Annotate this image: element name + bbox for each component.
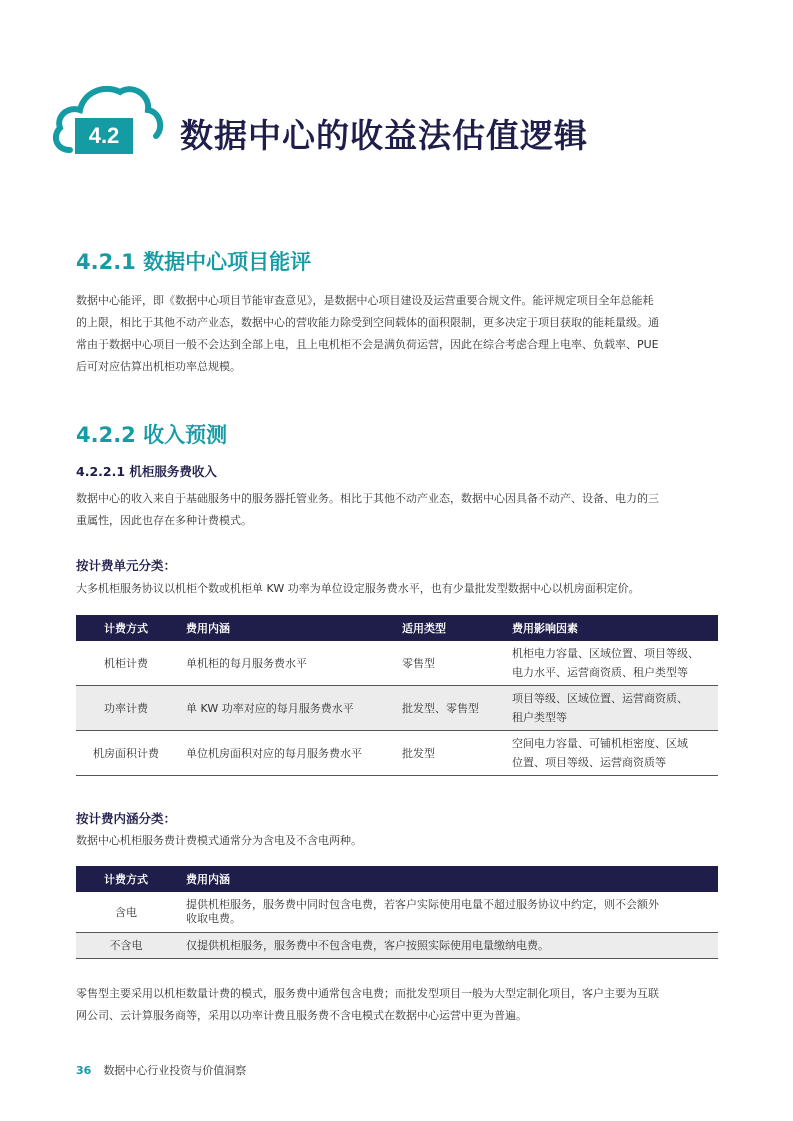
table-row <box>76 892 718 933</box>
page-footer <box>76 1062 246 1078</box>
table-cell: 功率计费 <box>76 686 176 731</box>
text-line: 常由于数据中心项目一般不会达到全部上电，且上电机柜不会是满负荷运营，因此在综合考虑合理上电率、负载率、PUE <box>76 338 659 351</box>
unit-classification-desc: 大多机柜服务协议以机柜个数或机柜单 KW 功率为单位设定服务费水平，也有少量批发型数据中心以机房面积定价。 <box>76 582 640 595</box>
page-number: 36 <box>76 1064 92 1077</box>
table-cell: 机柜计费 <box>76 641 176 686</box>
text-line: 的上限，相比于其他不动产业态，数据中心的营收能力除受到空间载体的面积限制，更多决定于项目获取的能耗量级。通 <box>76 316 659 329</box>
subsection-heading: 4.2.2.1 机柜服务费收入 <box>76 464 217 479</box>
section-heading-4-2-1: 4.2.1 数据中心项目能评 <box>76 250 312 274</box>
cell-line: 机柜电力容量、区域位置、项目等级、 <box>512 647 699 660</box>
header-cell: 计费方式 <box>76 615 176 641</box>
table-cell <box>176 892 718 933</box>
section-heading-4-2-2: 4.2.2 收入预测 <box>76 423 228 447</box>
header-cell: 费用影响因素 <box>502 615 718 641</box>
header-cell: 适用类型 <box>392 615 502 641</box>
table-cell: 单机柜的每月服务费水平 <box>176 641 392 686</box>
table-cell: 含电 <box>76 892 176 933</box>
header-cell: 费用内涵 <box>176 866 718 892</box>
cell-line: 提供机柜服务，服务费中同时包含电费，若客户实际使用电量不超过服务协议中约定，则不会额外 <box>186 898 659 911</box>
unit-classification-heading: 按计费单元分类： <box>76 558 177 573</box>
header-cell: 计费方式 <box>76 866 176 892</box>
table-cell: 单 KW 功率对应的每月服务费水平 <box>176 686 392 731</box>
text-line: 重属性，因此也存在多种计费模式。 <box>76 514 252 527</box>
table-cell: 零售型 <box>392 641 502 686</box>
table-cell <box>502 686 718 731</box>
billing-content-table <box>76 866 718 959</box>
chapter-number: 4.2 <box>75 118 133 154</box>
table-cell: 单位机房面积对应的每月服务费水平 <box>176 731 392 776</box>
cell-line: 收取电费。 <box>186 912 241 925</box>
table-cell <box>176 933 718 959</box>
table-cell: 不含电 <box>76 933 176 959</box>
paragraph-revenue <box>76 488 720 532</box>
content-classification-heading: 按计费内涵分类： <box>76 811 177 826</box>
table-cell: 机房面积计费 <box>76 731 176 776</box>
content-classification-desc: 数据中心机柜服务费计费模式通常分为含电及不含电两种。 <box>76 834 362 847</box>
chapter-header <box>50 80 750 170</box>
cell-line: 空间电力容量、可铺机柜密度、区域 <box>512 737 688 750</box>
chapter-title: 数据中心的收益法估值逻辑 <box>180 116 588 155</box>
billing-unit-table <box>76 615 718 776</box>
table-cell: 批发型、零售型 <box>392 686 502 731</box>
table-row <box>76 686 718 731</box>
text-line: 零售型主要采用以机柜数量计费的模式，服务费中通常包含电费；而批发型项目一般为大型定制化项目，客户主要为互联 <box>76 987 659 1000</box>
footer-title: 数据中心行业投资与价值洞察 <box>103 1064 247 1077</box>
table-row <box>76 933 718 959</box>
table-header-row <box>76 866 718 892</box>
table-cell <box>502 641 718 686</box>
paragraph-energy-assessment <box>76 290 720 378</box>
text-line: 后可对应估算出机柜功率总规模。 <box>76 360 241 373</box>
cell-line: 电力水平、运营商资质、租户类型等 <box>512 666 688 679</box>
paragraph-closing <box>76 983 720 1027</box>
table-cell: 批发型 <box>392 731 502 776</box>
table-row <box>76 731 718 776</box>
text-line: 网公司、云计算服务商等，采用以功率计费且服务费不含电模式在数据中心运营中更为普遍。 <box>76 1009 527 1022</box>
cell-line: 仅提供机柜服务，服务费中不包含电费，客户按照实际使用电量缴纳电费。 <box>186 939 549 952</box>
cell-line: 租户类型等 <box>512 711 567 724</box>
header-cell: 费用内涵 <box>176 615 392 641</box>
table-header-row <box>76 615 718 641</box>
cell-line: 位置、项目等级、运营商资质等 <box>512 756 666 769</box>
table-row <box>76 641 718 686</box>
text-line: 数据中心的收入来自于基础服务中的服务器托管业务。相比于其他不动产业态，数据中心因具备不动产、设备、电力的三 <box>76 492 659 505</box>
cell-line: 项目等级、区域位置、运营商资质、 <box>512 692 688 705</box>
text-line: 数据中心能评，即《数据中心项目节能审查意见》，是数据中心项目建设及运营重要合规文件。能评规定项目全年总能耗 <box>76 294 654 307</box>
table-cell <box>502 731 718 776</box>
